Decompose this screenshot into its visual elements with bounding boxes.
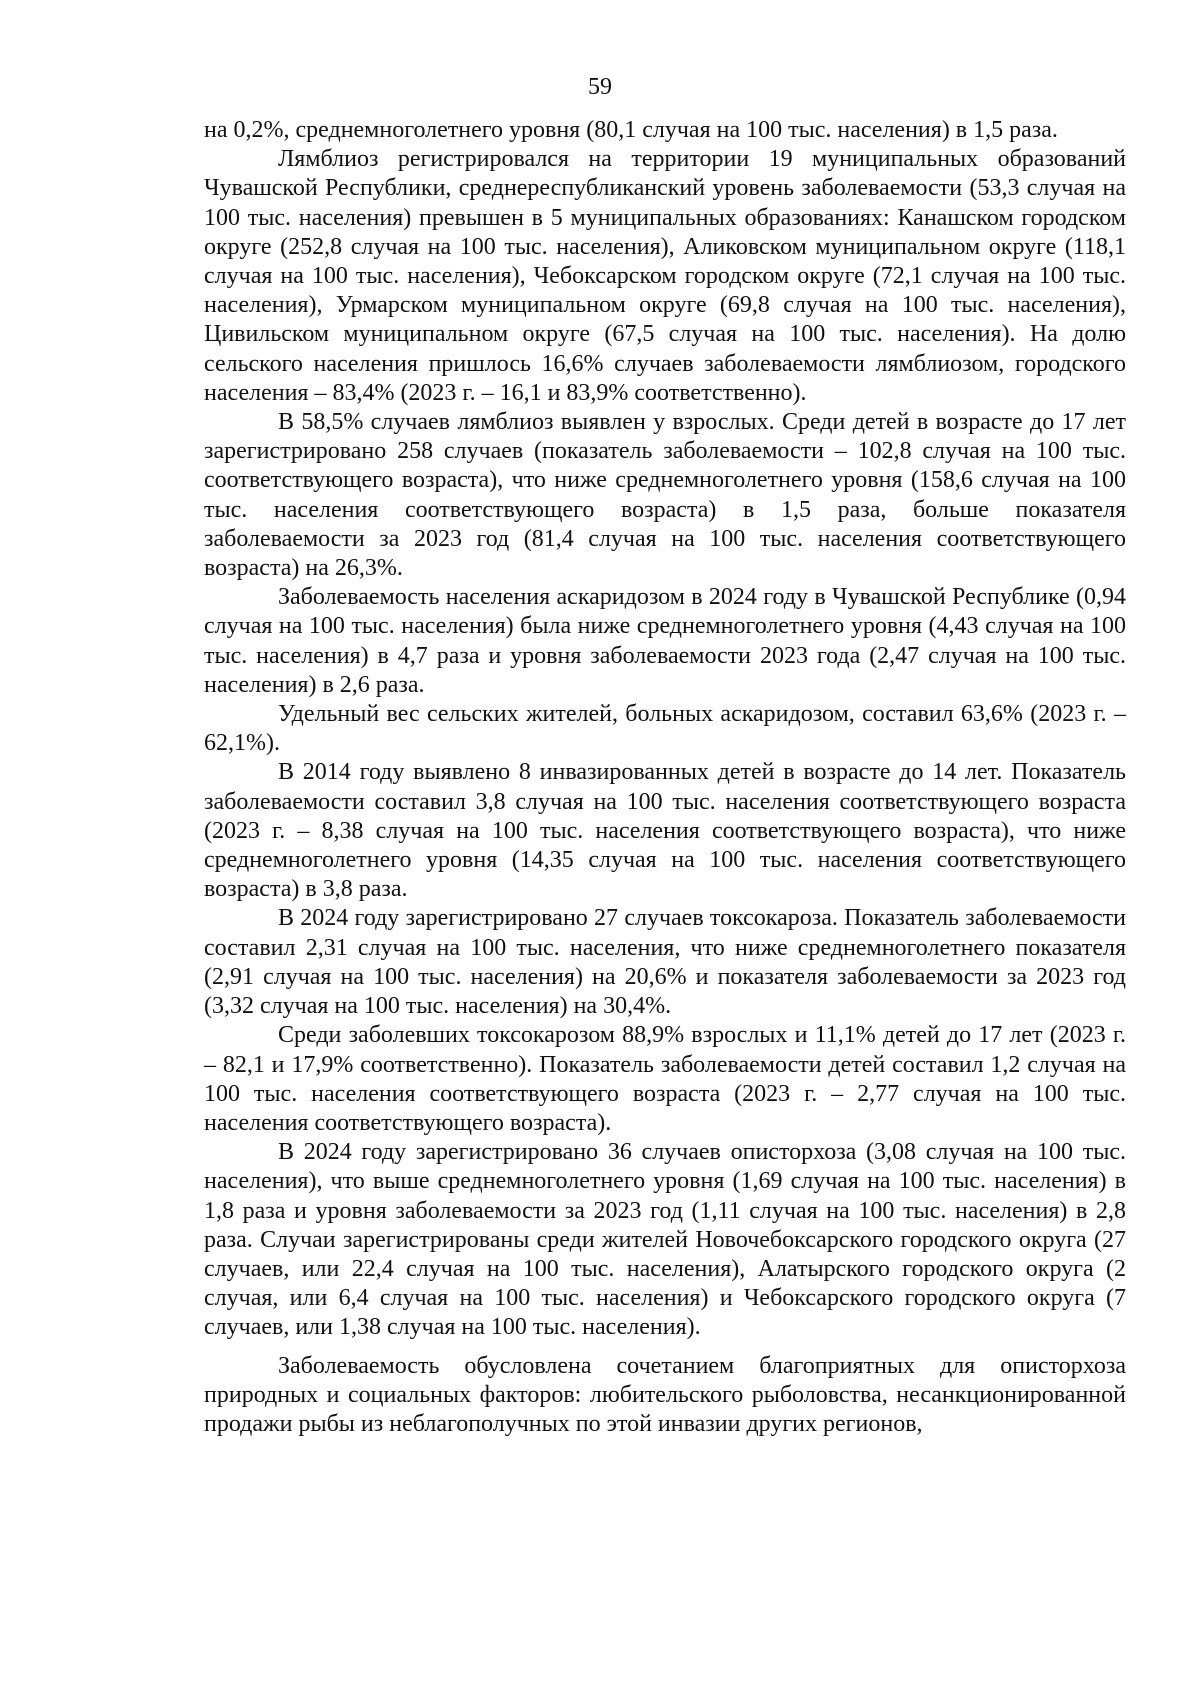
paragraph-ascariasis-rural: Удельный вес сельских жителей, больных аскаридозом, составил 63,6% (2023 г. – 62,1%). xyxy=(204,701,1126,757)
paragraph-giardiasis-children: В 58,5% случаев лямблиоз выявлен у взрослых. Среди детей в возрасте до 17 лет зарегистрировано 258 случаев (показатель заболеваемости – 102,8 случая на 100 тыс. соответствующего возраста), что ниже среднемноголетнего уровня (158,6 случая на 100 тыс. населения соответствующего возраста) в 1,5 раза, больше показателя заболеваемости за 2023 год (81,4 случая на 100 тыс. населения соответствующего возраста) на 26,3%. xyxy=(204,409,1126,582)
body-text xyxy=(204,116,1126,1439)
paragraph-toxocariasis-structure: Среди заболевших токсокарозом 88,9% взрослых и 11,1% детей до 17 лет (2023 г. – 82,1 и 17,9% соответственно). Показатель заболеваемости детей составил 1,2 случая на 100 тыс. населения соответствующего возраста (2023 г. – 2,77 случая на 100 тыс. населения соответствующего возраста). xyxy=(204,1022,1126,1136)
paragraph-ascariasis: Заболеваемость населения аскаридозом в 2024 году в Чувашской Республике (0,94 случая на 100 тыс. населения) была ниже среднемноголетнего уровня (4,43 случая на 100 тыс. населения) в 4,7 раза и уровня заболеваемости 2023 года (2,47 случая на 100 тыс. населения) в 2,6 раза. xyxy=(204,584,1126,698)
page-number: 59 xyxy=(588,74,612,100)
paragraph-continuation: на 0,2%, среднемноголетнего уровня (80,1 случая на 100 тыс. населения) в 1,5 раза. xyxy=(204,117,1058,143)
paragraph-opisthorchiasis: В 2024 году зарегистрировано 36 случаев описторхоза (3,08 случая на 100 тыс. населения), что выше среднемноголетнего уровня (1,69 случая на 100 тыс. населения) в 1,8 раза и уровня заболеваемости за 2023 год (1,11 случая на 100 тыс. населения) в 2,8 раза. Случаи зарегистрированы среди жителей Новочебоксарского городского округа (27 случаев, или 22,4 случая на 100 тыс. населения), Алатырского городского округа (2 случая, или 6,4 случая на 100 тыс. населения) и Чебоксарского городского округа (7 случаев, или 1,38 случая на 100 тыс. населения). xyxy=(204,1139,1126,1341)
paragraph-ascariasis-children: В 2014 году выявлено 8 инвазированных детей в возрасте до 14 лет. Показатель заболеваемости составил 3,8 случая на 100 тыс. населения соответствующего возраста (2023 г. – 8,38 случая на 100 тыс. населения соответствующего возраста), что ниже среднемноголетнего уровня (14,35 случая на 100 тыс. населения соответствующего возраста) в 3,8 раза. xyxy=(204,759,1126,903)
paragraph-opisthorchiasis-factors: Заболеваемость обусловлена сочетанием благоприятных для описторхоза природных и социальных факторов: любительского рыболовства, несанкционированной продажи рыбы из неблагополучных по этой инвазии других регионов, xyxy=(204,1352,1126,1437)
paragraph-giardiasis-regions: Лямблиоз регистрировался на территории 19 муниципальных образований Чувашской Республики, среднереспубликанский уровень заболеваемости (53,3 случая на 100 тыс. населения) превышен в 5 муниципальных образованиях: Канашском городском округе (252,8 случая на 100 тыс. населения), Аликовском муниципальном округе (118,1 случая на 100 тыс. населения), Чебоксарском городском округе (72,1 случая на 100 тыс. населения), Урмарском муниципальном округе (69,8 случая на 100 тыс. населения), Цивильском муниципальном округе (67,5 случая на 100 тыс. населения). На долю сельского населения пришлось 16,6% случаев заболеваемости лямблиозом, городского населения – 83,4% (2023 г. – 16,1 и 83,9% соответственно). xyxy=(204,146,1126,406)
paragraph-toxocariasis: В 2024 году зарегистрировано 27 случаев токсокароза. Показатель заболеваемости составил 2,31 случая на 100 тыс. населения, что ниже среднемноголетнего показателя (2,91 случая на 100 тыс. населения) на 20,6% и показателя заболеваемости за 2023 год (3,32 случая на 100 тыс. населения) на 30,4%. xyxy=(204,905,1126,1020)
